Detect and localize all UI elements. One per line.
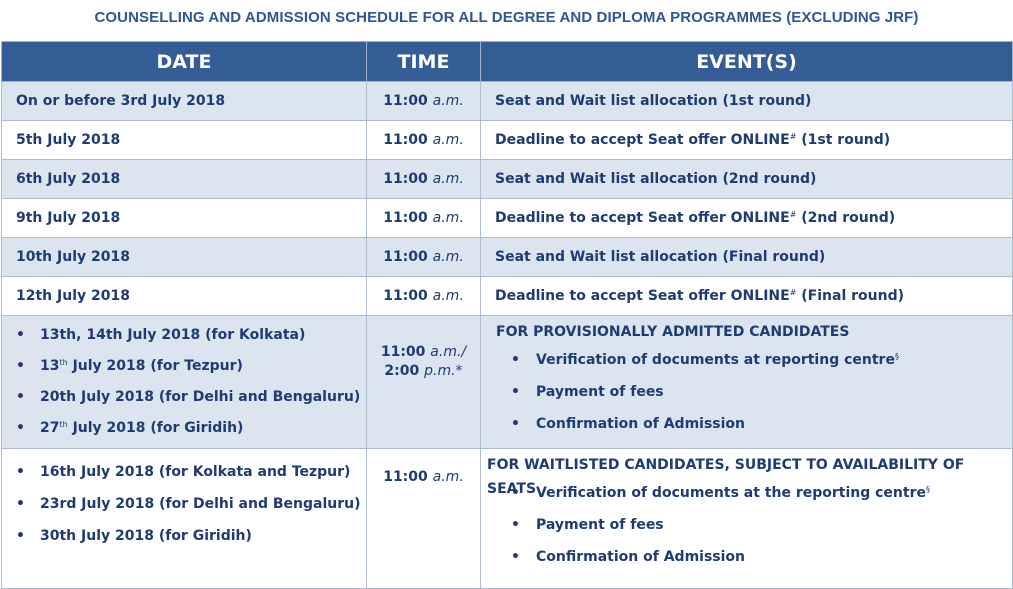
- time-value: 11:00: [383, 132, 428, 148]
- event-text: Payment of fees: [536, 384, 664, 400]
- event-text: Payment of fees: [536, 517, 664, 533]
- time-line: [367, 343, 480, 362]
- header-events: EVENT(S): [481, 42, 1013, 82]
- event-list: [487, 477, 1012, 573]
- date-text: 16th July 2018 (for Kolkata and Tezpur): [40, 464, 351, 480]
- event-text: Seat and Wait list allocation (1st round): [495, 93, 812, 109]
- event-cell: [481, 199, 1013, 238]
- event-text: Confirmation of Admission: [536, 416, 746, 432]
- time-value: 11:00: [383, 93, 428, 109]
- time-unit: a.m./: [430, 344, 467, 360]
- list-item: [496, 408, 1012, 440]
- ordinal-sup: th: [59, 420, 68, 429]
- event-text: Seat and Wait list allocation (Final round): [495, 249, 826, 265]
- list-item: [2, 320, 366, 351]
- time-cell: [367, 121, 481, 160]
- time-cell: [367, 316, 481, 449]
- table-row-provisional: [2, 316, 1013, 449]
- page-title: COUNSELLING AND ADMISSION SCHEDULE FOR ALL DEGREE AND DIPLOMA PROGRAMMES (EXCLUDING JRF): [94, 9, 919, 26]
- date-cell: 5th July 2018: [2, 121, 367, 160]
- event-cell: [481, 277, 1013, 316]
- event-text: Seat and Wait list allocation (2nd round): [495, 171, 817, 187]
- event-heading: FOR WAITLISTED CANDIDATES, SUBJECT TO AVAILABILITY OF SEATS: [487, 457, 965, 497]
- event-cell: [481, 160, 1013, 199]
- date-text: July 2018 (for Giridih): [67, 420, 244, 436]
- table-row: [2, 160, 1013, 199]
- time-value: 2:00: [384, 363, 420, 379]
- time-value: 11:00: [383, 210, 428, 226]
- footnote-mark: #: [789, 288, 797, 297]
- date-text: 20th July 2018 (for Delhi and Bengaluru): [40, 389, 361, 405]
- header-row: [2, 42, 1013, 82]
- time-unit: a.m.: [432, 210, 464, 226]
- time-unit: p.m.*: [424, 363, 463, 379]
- list-item: [2, 520, 366, 552]
- time-cell: [367, 199, 481, 238]
- date-text: 23rd July 2018 (for Delhi and Bengaluru): [40, 496, 361, 512]
- date-text: 13: [40, 358, 60, 374]
- date-list: [2, 456, 366, 552]
- date-text: 13th, 14th July 2018 (for Kolkata): [40, 327, 306, 343]
- list-item: [2, 488, 366, 520]
- date-cell: 12th July 2018: [2, 277, 367, 316]
- event-cell: [481, 238, 1013, 277]
- time-cell: [367, 82, 481, 121]
- header-date: DATE: [2, 42, 367, 82]
- date-cell: [2, 316, 367, 449]
- list-item: [2, 456, 366, 488]
- event-suffix: (2nd round): [796, 210, 896, 226]
- event-text: Verification of documents at the reporting centre: [536, 485, 926, 501]
- list-item: [2, 413, 366, 444]
- date-cell: On or before 3rd July 2018: [2, 82, 367, 121]
- time-unit: a.m.: [432, 249, 464, 265]
- event-suffix: (1st round): [796, 132, 891, 148]
- date-list: [2, 320, 366, 444]
- schedule-table: [1, 41, 1013, 589]
- list-item: [487, 509, 1012, 541]
- table-row: [2, 82, 1013, 121]
- list-item: [496, 344, 1012, 376]
- time-unit: a.m.: [432, 93, 464, 109]
- event-text: Confirmation of Admission: [536, 549, 746, 565]
- date-text: July 2018 (for Tezpur): [67, 358, 243, 374]
- footnote-mark: #: [789, 210, 797, 219]
- event-text: Deadline to accept Seat offer ONLINE: [495, 210, 790, 226]
- ordinal-sup: th: [59, 358, 68, 367]
- time-unit: a.m.: [432, 469, 464, 485]
- date-cell: [2, 449, 367, 589]
- time-value: 11:00: [380, 344, 426, 360]
- table-row: [2, 238, 1013, 277]
- footnote-mark: §: [894, 352, 899, 361]
- event-list: [496, 344, 1012, 440]
- date-text: 27: [40, 420, 60, 436]
- table-row-waitlisted: [2, 449, 1013, 589]
- event-cell: [481, 121, 1013, 160]
- event-heading: FOR PROVISIONALLY ADMITTED CANDIDATES: [496, 324, 850, 340]
- footnote-mark: §: [925, 485, 930, 494]
- header-time: TIME: [367, 42, 481, 82]
- time-line: [367, 362, 480, 381]
- date-cell: 10th July 2018: [2, 238, 367, 277]
- table-row: [2, 199, 1013, 238]
- event-text: Verification of documents at reporting centre: [536, 352, 895, 368]
- date-cell: 6th July 2018: [2, 160, 367, 199]
- event-suffix: (Final round): [796, 288, 904, 304]
- event-cell: [481, 82, 1013, 121]
- time-cell: [367, 238, 481, 277]
- event-text: Deadline to accept Seat offer ONLINE: [495, 132, 790, 148]
- list-item: [2, 382, 366, 413]
- time-unit: a.m.: [432, 288, 464, 304]
- time-cell: [367, 277, 481, 316]
- time-cell: [367, 449, 481, 589]
- table-row: [2, 121, 1013, 160]
- list-item: [496, 376, 1012, 408]
- time-value: 11:00: [383, 249, 428, 265]
- time-unit: a.m.: [432, 171, 464, 187]
- time-cell: [367, 160, 481, 199]
- event-cell: [481, 316, 1013, 449]
- time-value: 11:00: [383, 288, 428, 304]
- date-cell: 9th July 2018: [2, 199, 367, 238]
- list-item: [2, 351, 366, 382]
- time-value: 11:00: [383, 171, 428, 187]
- list-item: [487, 541, 1012, 573]
- time-value: 11:00: [383, 469, 428, 485]
- event-cell: [481, 449, 1013, 589]
- time-unit: a.m.: [432, 132, 464, 148]
- list-item: [487, 477, 1012, 509]
- table-row: [2, 277, 1013, 316]
- footnote-mark: #: [789, 132, 797, 141]
- date-text: 30th July 2018 (for Giridih): [40, 528, 252, 544]
- event-text: Deadline to accept Seat offer ONLINE: [495, 288, 790, 304]
